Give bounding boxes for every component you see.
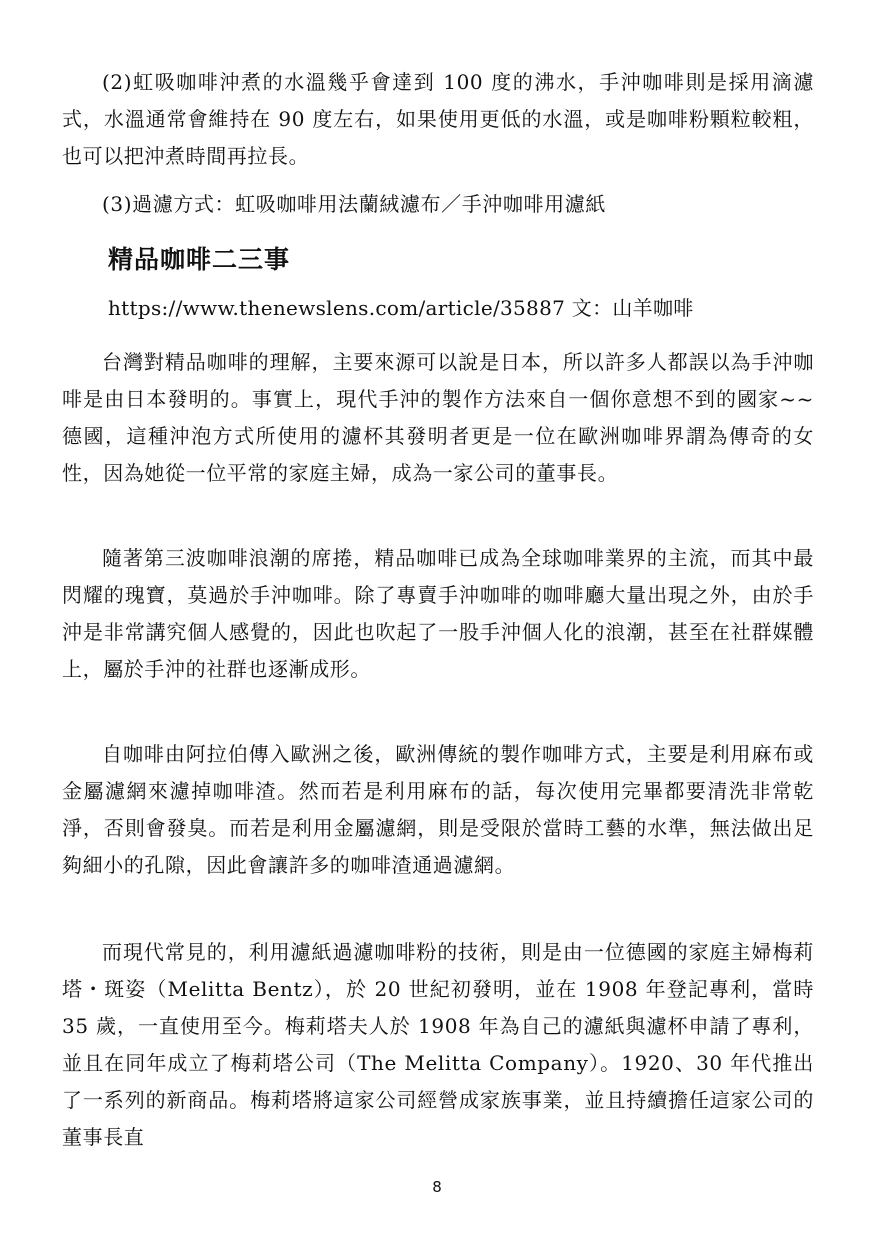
paragraph-melitta-bentz: 而現代常見的，利用濾紙過濾咖啡粉的技術，則是由一位德國的家庭主婦梅莉塔・斑姿（Melitta Bentz），於 20 世紀初發明，並在 1908 年登記專利，當時35 歲，一直使用至今。梅莉塔夫人於 1908 年為自己的濾紙與濾杯申請了專利，並且在同年成立了梅莉塔公司（The Melitta Company）。1920、30 年代推出了一系列的新商品。梅莉塔將這家公司經營成家族事業，並且持續擔任這家公司的董事長直 bbox=[62, 940, 814, 1149]
paragraph-third-wave: 隨著第三波咖啡浪潮的席捲，精品咖啡已成為全球咖啡業界的主流，而其中最閃耀的瑰寶，莫過於手沖咖啡。除了專賣手沖咖啡的咖啡廳大量出現之外，由於手沖是非常講究個人感覺的，因此也吹起了一股手沖個人化的浪潮，甚至在社群媒體上，屬於手沖的社群也逐漸成形。 bbox=[62, 546, 814, 681]
paragraph-taiwan-understanding: 台灣對精品咖啡的理解，主要來源可以說是日本，所以許多人都誤以為手沖咖啡是由日本發明的。事實上，現代手沖的製作方法來自一個你意想不到的國家~~德國，這種沖泡方式所使用的濾杯其發明者更是一位在歐洲咖啡界謂為傳奇的女性，因為她從一位平常的家庭主婦，成為一家公司的董事長。 bbox=[62, 350, 814, 485]
paragraph-filter-method: (3)過濾方式：虹吸咖啡用法蘭絨濾布／手沖咖啡用濾紙 bbox=[102, 192, 606, 216]
section-title: 精品咖啡二三事 bbox=[108, 245, 291, 274]
page-number: 8 bbox=[432, 1178, 442, 1196]
article-source: https://www.thenewslens.com/article/35887 文：山羊咖啡 bbox=[108, 296, 694, 320]
paragraph-water-temperature: (2)虹吸咖啡沖煮的水溫幾乎會達到 100 度的沸水，手沖咖啡則是採用滴濾式，水溫通常會維持在 90 度左右，如果使用更低的水溫，或是咖啡粉顆粒較粗，也可以把沖煮時間再拉長。 bbox=[62, 70, 814, 168]
paragraph-europe-history: 自咖啡由阿拉伯傳入歐洲之後，歐洲傳統的製作咖啡方式，主要是利用麻布或金屬濾網來濾掉咖啡渣。然而若是利用麻布的話，每次使用完畢都要清洗非常乾淨，否則會發臭。而若是利用金屬濾網，則是受限於當時工藝的水準，無法做出足夠細小的孔隙，因此會讓許多的咖啡渣通過濾網。 bbox=[62, 742, 814, 877]
